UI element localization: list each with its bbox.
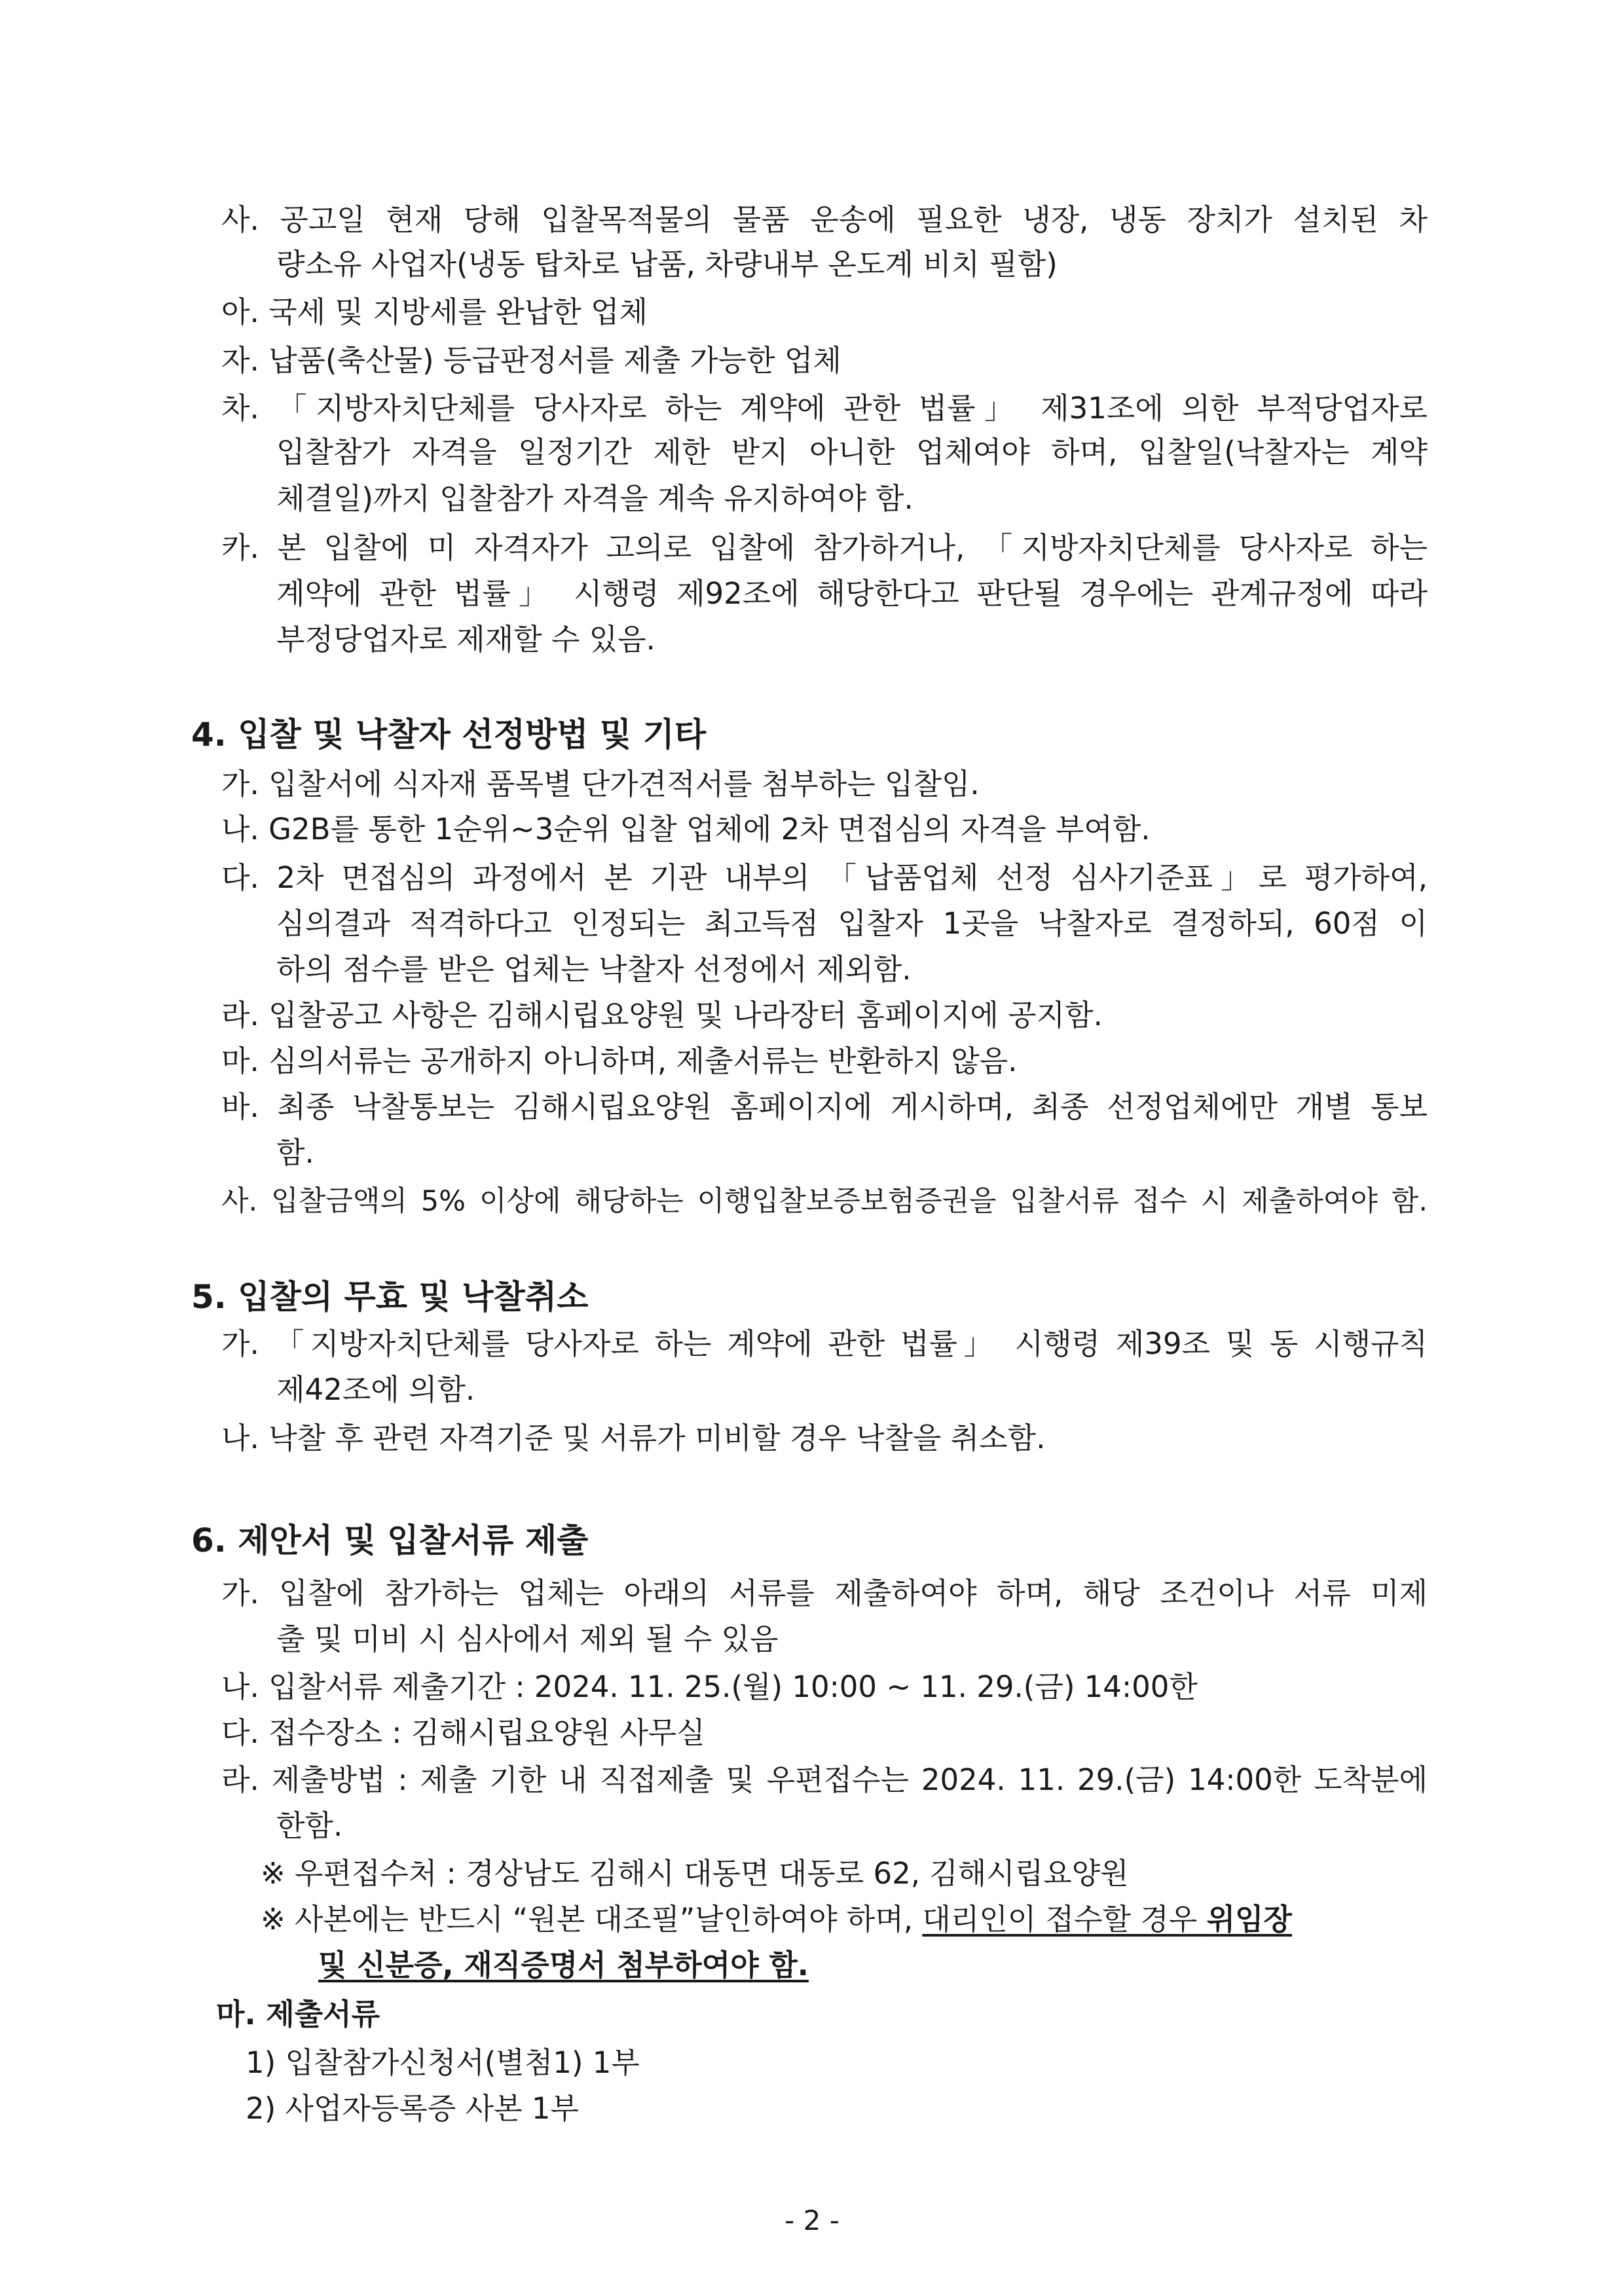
- doc-list-item: 2) 사업자등록증 사본 1부: [246, 2091, 579, 2126]
- item-a: 아. 국세 및 지방세를 완납한 업체: [221, 295, 648, 329]
- item-6-ga-cont: 출 및 미비 시 심사에서 제외 될 수 있음: [276, 1622, 779, 1656]
- item-4-da-cont: 하의 점수를 받은 업체는 낙찰자 선정에서 제외함.: [276, 952, 912, 987]
- item-6-ra: 라. 제출방법 : 제출 기한 내 직접제출 및 우편접수는 2024. 11. 29.(금) 14:00한 도착분에: [221, 1762, 1428, 1797]
- item-6-na: 나. 입찰서류 제출기간 : 2024. 11. 25.(월) 10:00 ~ 11. 29.(금) 14:00한: [221, 1669, 1198, 1704]
- item-ka-cont: 계약에 관한 법률」 시행령 제92조에 해당한다고 판단될 경우에는 관계규정에 따라: [276, 576, 1428, 611]
- item-4-ra: 라. 입찰공고 사항은 김해시립요양원 및 나라장터 홈페이지에 공지함.: [221, 998, 1103, 1032]
- item-cha-cont: 체결일)까지 입찰참가 자격을 계속 유지하여야 함.: [276, 481, 913, 516]
- doc-list-item: 1) 입찰참가신청서(별첨1) 1부: [246, 2045, 640, 2080]
- item-4-na: 나. G2B를 통한 1순위~3순위 입찰 업체에 2차 면접심의 자격을 부여함.: [221, 812, 1151, 847]
- item-4-ga: 가. 입찰서에 식자재 품목별 단가견적서를 첨부하는 입찰임.: [221, 767, 980, 801]
- item-cha: 차. 「지방자치단체를 당사자로 하는 계약에 관한 법률」 제31조에 의한 부적당업자로: [221, 391, 1428, 426]
- note-copy-requirement-cont: 및 신분증, 재직증명서 첨부하여야 함.: [318, 1948, 809, 1982]
- item-sa-cont: 량소유 사업자(냉동 탑차로 납품, 차량내부 온도계 비치 필함): [276, 247, 1058, 282]
- item-4-sa: 사. 입찰금액의 5% 이상에 해당하는 이행입찰보증보험증권을 입찰서류 접수 시 제출하여야 함.: [221, 1185, 1428, 1218]
- item-6-ma-heading: 마. 제출서류: [216, 1997, 380, 2032]
- item-5-ga-cont: 제42조에 의함.: [276, 1372, 475, 1407]
- note-copy-requirement: [261, 1900, 1428, 1939]
- item-4-ma: 마. 심의서류는 공개하지 아니하며, 제출서류는 반환하지 않음.: [221, 1044, 1018, 1078]
- item-ja: 자. 납품(축산물) 등급판정서를 제출 가능한 업체: [221, 343, 841, 378]
- item-4-ba-cont: 함.: [276, 1135, 314, 1170]
- item-6-da: 다. 접수장소 : 김해시립요양원 사무실: [221, 1715, 705, 1750]
- item-ka: 카. 본 입찰에 미 자격자가 고의로 입찰에 참가하거나, 「지방자치단체를 당사자로 하는: [221, 530, 1428, 565]
- note-postal-address: ※ 우편접수처 : 경상남도 김해시 대동면 대동로 62, 김해시립요양원: [261, 1856, 1129, 1891]
- item-6-ga: 가. 입찰에 참가하는 업체는 아래의 서류를 제출하여야 하며, 해당 조건이나 서류 미제: [221, 1576, 1428, 1611]
- section-6-heading: 6. 제안서 및 입찰서류 제출: [191, 1522, 589, 1559]
- note-copy-bold-underlined: 위임장: [1206, 1902, 1292, 1937]
- item-cha-cont: 입찰참가 자격을 일정기간 제한 받지 아니한 업체여야 하며, 입찰일(낙찰자는 계약: [276, 435, 1428, 469]
- note-copy-prefix: ※ 사본에는 반드시 “원본 대조필”날인하여야 하며,: [261, 1902, 923, 1937]
- item-6-ra-cont: 한함.: [276, 1808, 343, 1843]
- item-4-da: 다. 2차 면접심의 과정에서 본 기관 내부의 「납품업체 선정 심사기준표」로 평가하여,: [221, 860, 1428, 895]
- page-number: - 2 -: [784, 2204, 840, 2236]
- item-ka-cont: 부정당업자로 제재할 수 있음.: [276, 622, 655, 657]
- section-5-heading: 5. 입찰의 무효 및 낙찰취소: [191, 1278, 589, 1316]
- item-4-ba: 바. 최종 낙찰통보는 김해시립요양원 홈페이지에 게시하며, 최종 선정업체에만 개별 통보: [221, 1089, 1428, 1124]
- item-5-ga: 가. 「지방자치단체를 당사자로 하는 계약에 관한 법률」 시행령 제39조 및 동 시행규칙: [221, 1326, 1428, 1361]
- item-4-da-cont: 심의결과 적격하다고 인정되는 최고득점 입찰자 1곳을 낙찰자로 결정하되, 60점 이: [276, 906, 1428, 941]
- item-5-na: 나. 낙찰 후 관련 자격기준 및 서류가 미비할 경우 낙찰을 취소함.: [221, 1421, 1046, 1455]
- section-4-heading: 4. 입찰 및 낙찰자 선정방법 및 기타: [191, 716, 707, 754]
- item-sa: 사. 공고일 현재 당해 입찰목적물의 물품 운송에 필요한 냉장, 냉동 장치가 설치된 차: [221, 202, 1428, 237]
- note-copy-underlined: 대리인이 접수할 경우: [922, 1902, 1207, 1937]
